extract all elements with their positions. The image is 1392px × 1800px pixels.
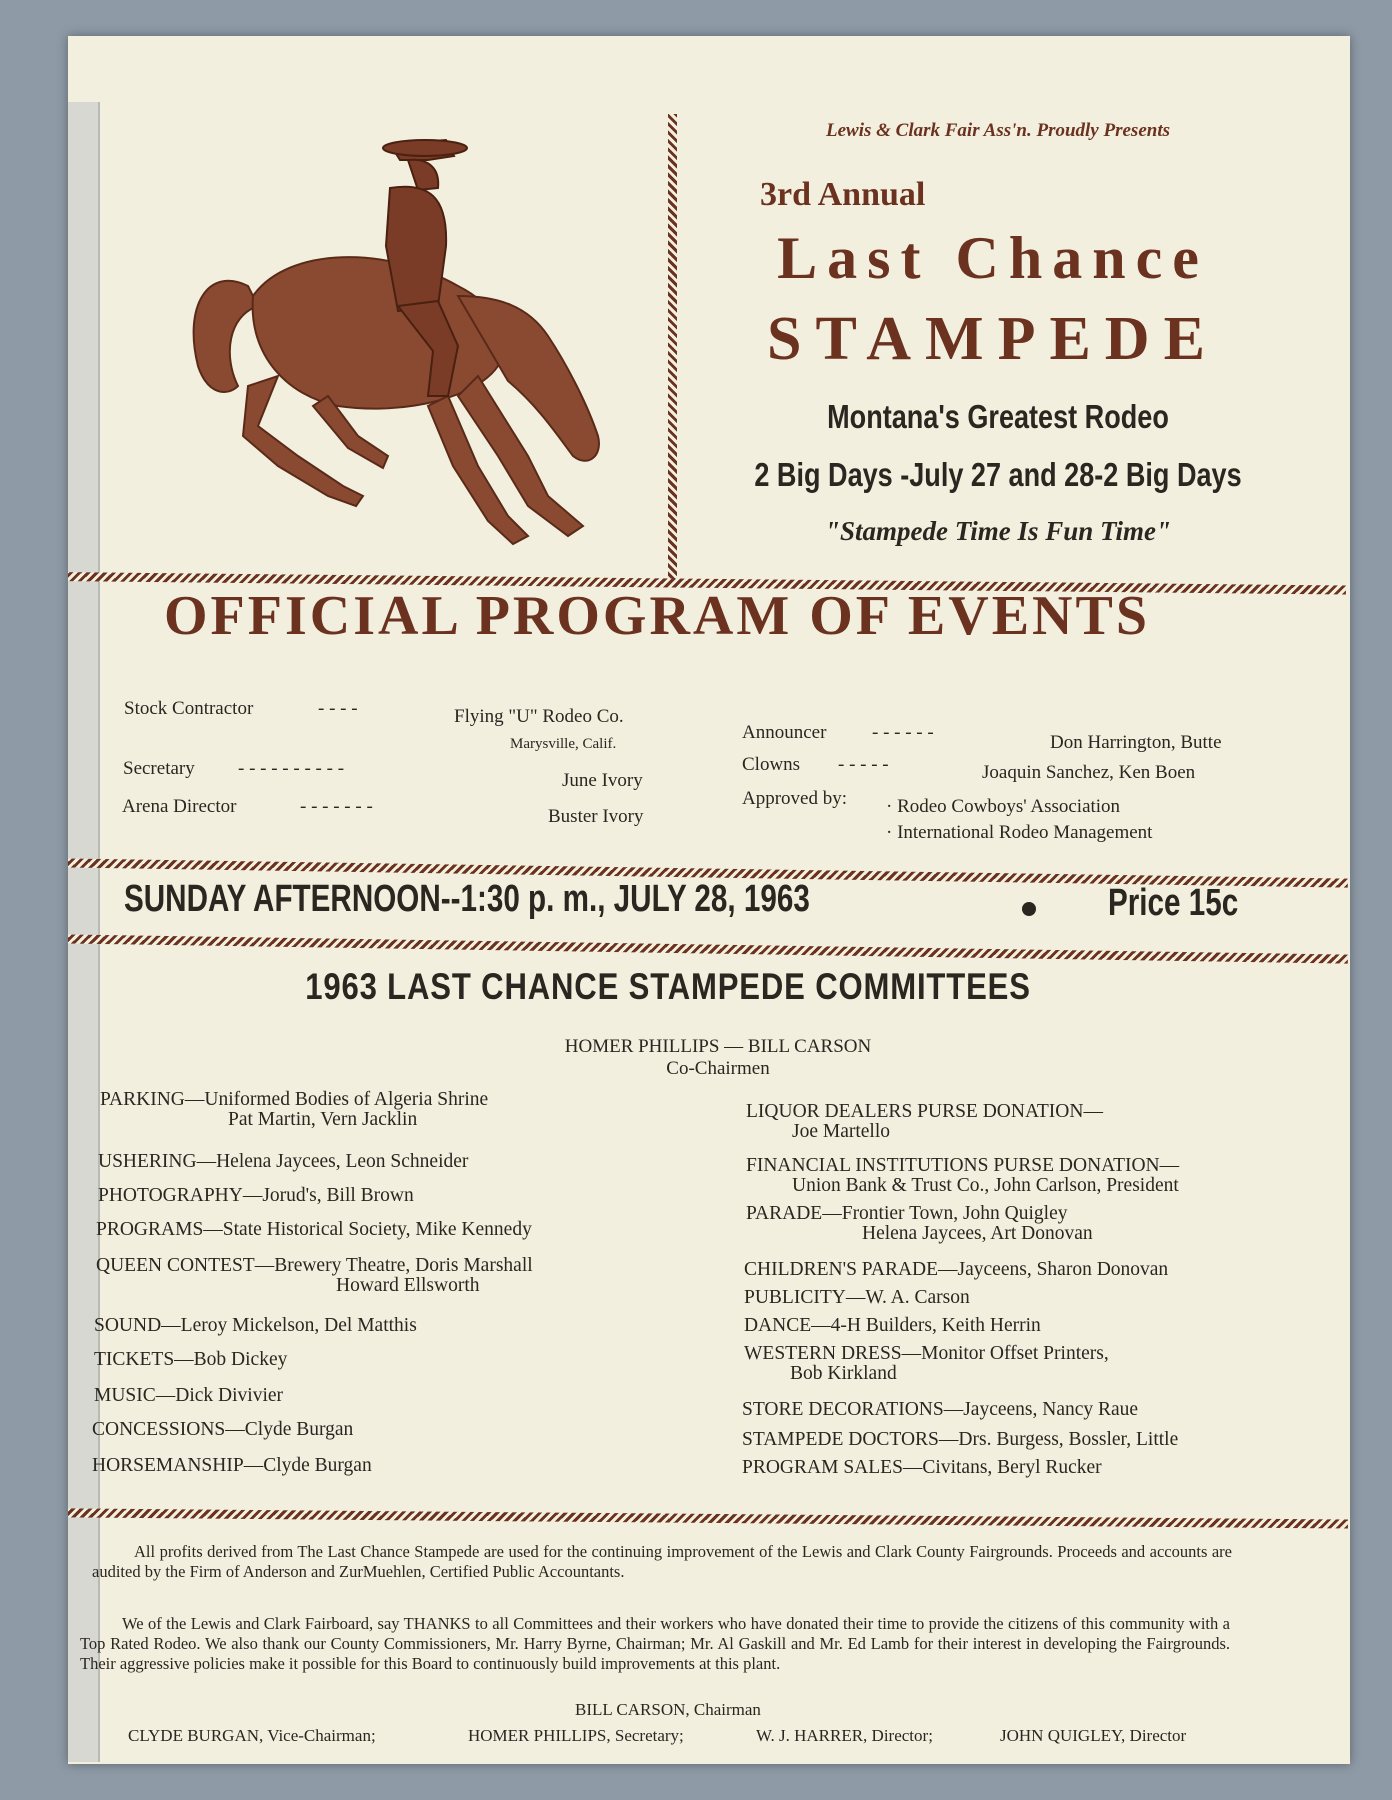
price-label: Price 15c	[1108, 882, 1239, 924]
committee-liquor-dealers: LIQUOR DEALERS PURSE DONATION— Joe Martello	[746, 1101, 1103, 1142]
committee-horsemanship: HORSEMANSHIP—Clyde Burgan	[92, 1455, 372, 1476]
committee-queen-contest: QUEEN CONTEST—Brewery Theatre, Doris Marshall Howard Ellsworth	[96, 1255, 533, 1296]
arena-director-dashes: - - - - - - -	[300, 796, 373, 817]
board-member-director-quigley: JOHN QUIGLEY, Director	[1000, 1726, 1187, 1745]
committee-photography: PHOTOGRAPHY—Jorud's, Bill Brown	[98, 1185, 414, 1206]
stock-contractor-note: Marysville, Calif.	[510, 736, 617, 752]
program-page	[68, 36, 1350, 1764]
committee-parking: PARKING—Uniformed Bodies of Algeria Shrine Pat Martin, Vern Jacklin	[100, 1089, 489, 1130]
bullet-dot	[1022, 902, 1036, 916]
board-chairman: BILL CARSON, Chairman	[575, 1700, 761, 1719]
thanks-paragraph: We of the Lewis and Clark Fairboard, say THANKS to all Committees and their workers who have donated their time to provide the citizens of this community with a Top Rated Rodeo. We also thank our County Commissioners, Mr. Harry Byrne, Chairman; Mr. Al Gaskill and Mr. Ed Lamb for their interest in developing the Fairgrounds. Their aggressive policies make it possible for this Board to continuously build improvements at this plant.	[80, 1614, 1230, 1673]
secretary-value: June Ivory	[562, 770, 643, 791]
committee-dance: DANCE—4-H Builders, Keith Herrin	[744, 1315, 1041, 1336]
committee-ushering: USHERING—Helena Jaycees, Leon Schneider	[98, 1151, 469, 1172]
announcer-dashes: - - - - - -	[872, 722, 934, 743]
committee-concessions: CONCESSIONS—Clyde Burgan	[92, 1419, 354, 1440]
arena-director-label: Arena Director	[122, 796, 237, 817]
profits-paragraph: All profits derived from The Last Chance Stampede are used for the continuing improvement of the Lewis and Clark County Fairgrounds. Proceeds and accounts are audited by the Firm of Anderson and ZurMuehlen, Certified Public Accountants.	[92, 1542, 1232, 1581]
stock-contractor-value: Flying "U" Rodeo Co.	[454, 706, 624, 727]
title-stampede: STAMPEDE	[767, 305, 1219, 373]
committee-parade: PARADE—Frontier Town, John Quigley Helena Jaycees, Art Donovan	[746, 1203, 1093, 1244]
announcer-value: Don Harrington, Butte	[1050, 732, 1222, 753]
committee-publicity: PUBLICITY—W. A. Carson	[744, 1287, 970, 1308]
event-time-line: SUNDAY AFTERNOON--1:30 p. m., JULY 28, 1963	[124, 878, 810, 920]
committee-childrens-parade: CHILDREN'S PARADE—Jayceens, Sharon Donovan	[744, 1259, 1169, 1280]
dates-line: 2 Big Days -July 27 and 28-2 Big Days	[754, 456, 1242, 493]
committees-title: 1963 LAST CHANCE STAMPEDE COMMITTEES	[305, 966, 1031, 1007]
board-member-director-harrer: W. J. HARRER, Director;	[756, 1726, 933, 1745]
slogan: "Stampede Time Is Fun Time"	[825, 516, 1171, 546]
co-chairmen-names: HOMER PHILLIPS — BILL CARSON	[564, 1036, 872, 1057]
presents-line: Lewis & Clark Fair Ass'n. Proudly Presents	[826, 120, 1170, 141]
committee-western-dress: WESTERN DRESS—Monitor Offset Printers, Bob Kirkland	[744, 1343, 1109, 1384]
stock-contractor-label: Stock Contractor	[124, 698, 254, 719]
annual-label: 3rd Annual	[760, 176, 926, 213]
clowns-label: Clowns	[742, 754, 801, 775]
secretary-dashes: - - - - - - - - - -	[238, 758, 345, 779]
clowns-dashes: - - - - -	[838, 754, 889, 775]
rope-divider-bottom	[68, 1508, 1348, 1529]
board-member-secretary: HOMER PHILLIPS, Secretary;	[468, 1726, 684, 1745]
committee-sound: SOUND—Leroy Mickelson, Del Matthis	[94, 1315, 417, 1336]
committee-financial-institutions: FINANCIAL INSTITUTIONS PURSE DONATION— Union Bank & Trust Co., John Carlson, President	[746, 1155, 1180, 1196]
committee-music: MUSIC—Dick Divivier	[94, 1385, 284, 1406]
subtitle: Montana's Greatest Rodeo	[827, 398, 1169, 435]
vertical-rope-divider	[668, 114, 677, 584]
approved-by-label: Approved by:	[742, 788, 848, 809]
committee-tickets: TICKETS—Bob Dickey	[94, 1349, 288, 1370]
approved-item-rca: · Rodeo Cowboys' Association	[886, 796, 1121, 817]
committee-store-decorations: STORE DECORATIONS—Jayceens, Nancy Raue	[742, 1399, 1139, 1420]
stock-contractor-dashes: - - - -	[318, 698, 358, 719]
bucking-horse-illustration	[128, 96, 688, 596]
committee-program-sales: PROGRAM SALES—Civitans, Beryl Rucker	[742, 1457, 1102, 1478]
board-member-vice-chairman: CLYDE BURGAN, Vice-Chairman;	[128, 1726, 376, 1745]
program-title: OFFICIAL PROGRAM OF EVENTS	[164, 585, 1150, 647]
clowns-value: Joaquin Sanchez, Ken Boen	[982, 762, 1196, 783]
committee-stampede-doctors: STAMPEDE DOCTORS—Drs. Burgess, Bossler, Little	[742, 1429, 1179, 1450]
title-last-chance: Last Chance	[777, 225, 1209, 291]
co-chairmen-role: Co-Chairmen	[666, 1058, 770, 1079]
arena-director-value: Buster Ivory	[548, 806, 644, 827]
rope-divider-middle-2	[68, 934, 1348, 964]
approved-item-irm: · International Rodeo Management	[886, 822, 1153, 843]
announcer-label: Announcer	[742, 722, 827, 743]
committee-programs: PROGRAMS—State Historical Society, Mike Kennedy	[96, 1219, 532, 1240]
secretary-label: Secretary	[123, 758, 195, 779]
